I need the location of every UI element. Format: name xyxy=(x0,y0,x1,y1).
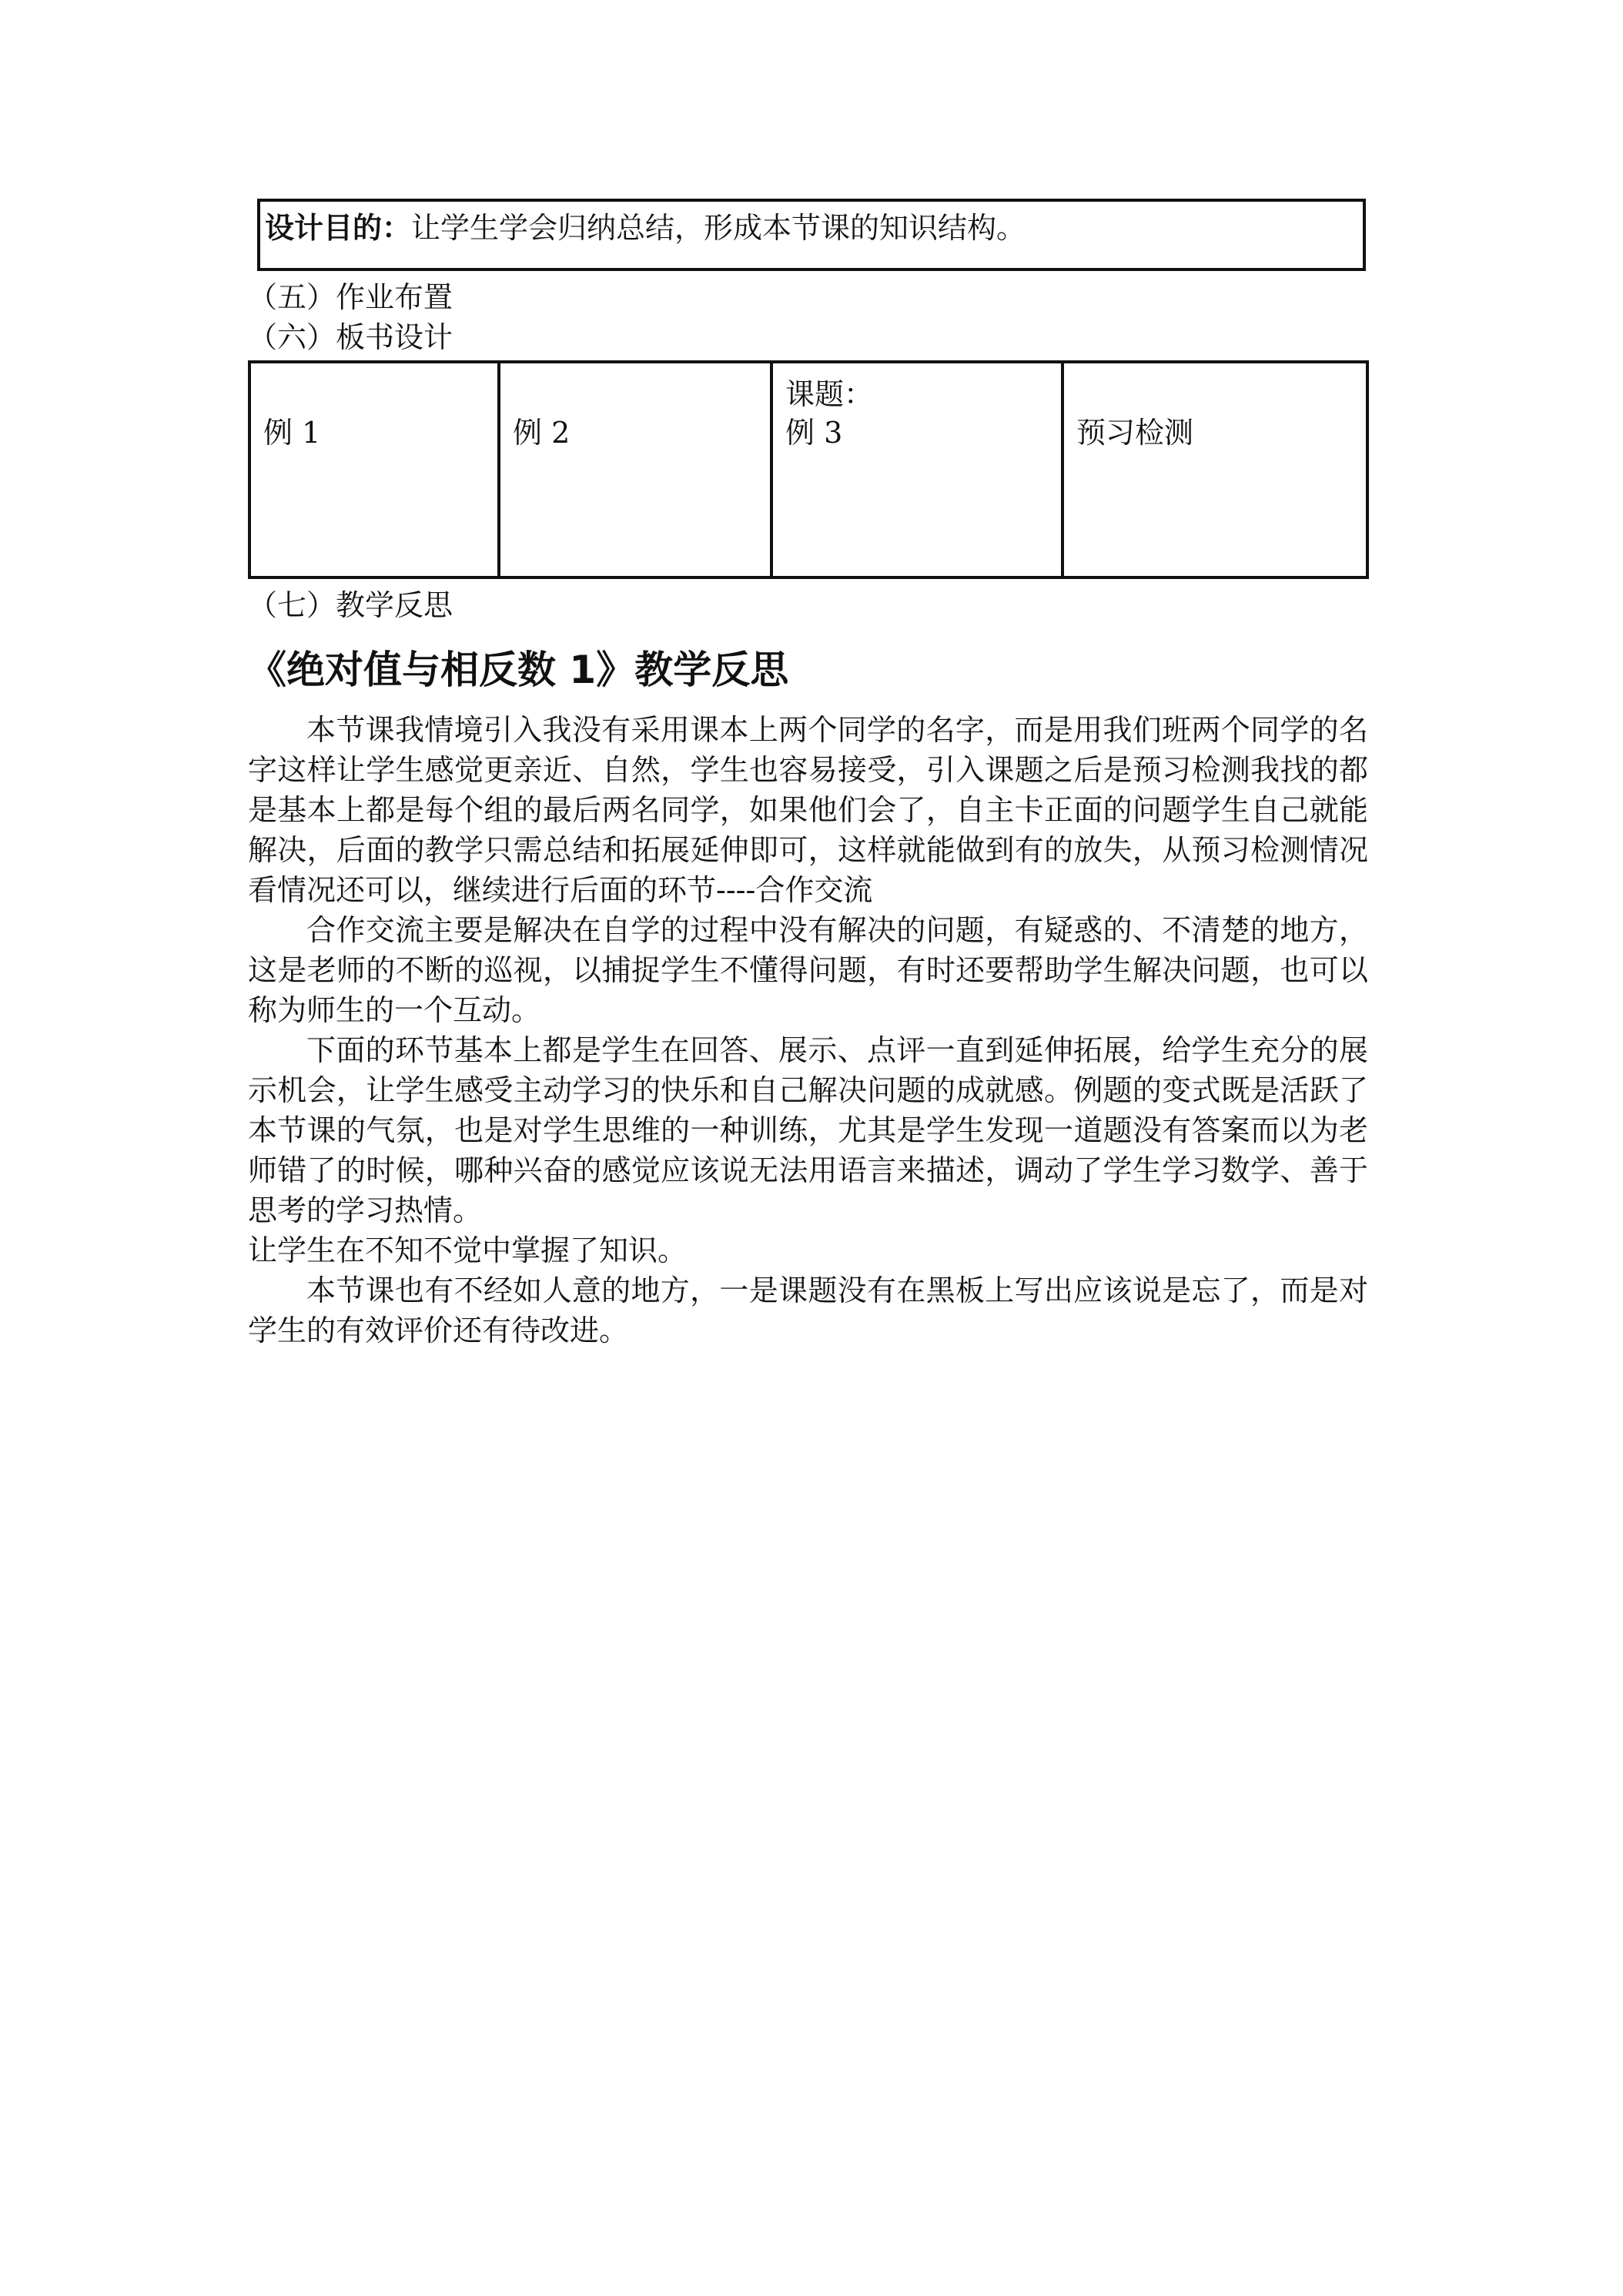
section-reflection-heading: （七）教学反思 xyxy=(248,588,453,622)
design-purpose-text: 让学生学会归纳总结，形成本节课的知识结构。 xyxy=(411,211,1026,245)
cell-topic-label: 课题： xyxy=(785,377,874,411)
reflection-title: 《绝对值与相反数 1》教学反思 xyxy=(248,648,789,692)
design-purpose-box xyxy=(257,199,1366,271)
reflection-paragraph: 下面的环节基本上都是学生在回答、展示、点评一直到延伸拓展，给学生充分的展示机会，让学生感受主动学习的快乐和自己解决问题的成就感。例题的变式既是活跃了本节课的气氛，也是对学生思维的一种训练，尤其是学生发现一道题没有答案而以为老师错了的时候，哪种兴奋的感觉应该说无法用语言来描述，调动了学生学习数学、善于思考的学习热情。 xyxy=(248,1033,1368,1227)
cell-label: 例 3 xyxy=(785,416,843,450)
board-cell-example-2 xyxy=(499,362,771,577)
table-row xyxy=(249,362,1367,577)
board-cell-example-3 xyxy=(771,362,1062,577)
reflection-paragraph: 合作交流主要是解决在自学的过程中没有解决的问题，有疑惑的、不清楚的地方，这是老师的不断的巡视，以捕捉学生不懂得问题，有时还要帮助学生解决问题，也可以称为师生的一个互动。 xyxy=(248,913,1368,1027)
design-purpose-label: 设计目的： xyxy=(265,211,412,245)
board-cell-example-1 xyxy=(249,362,499,577)
reflection-paragraph: 本节课也有不经如人意的地方，一是课题没有在黑板上写出应该说是忘了，而是对学生的有效评价还有待改进。 xyxy=(248,1274,1368,1347)
board-cell-preview-check xyxy=(1062,362,1367,577)
reflection-paragraph: 让学生在不知不觉中掌握了知识。 xyxy=(248,1233,688,1267)
reflection-body xyxy=(248,710,1368,1350)
reflection-paragraph: 本节课我情境引入我没有采用课本上两个同学的名字，而是用我们班两个同学的名字这样让学生感觉更亲近、自然，学生也容易接受，引入课题之后是预习检测我找的都是基本上都是每个组的最后两名同学，如果他们会了，自主卡正面的问题学生自己就能解决，后面的教学只需总结和拓展延伸即可，这样就能做到有的放失，从预习检测情况看情况还可以，继续进行后面的环节----合作交流 xyxy=(248,713,1368,907)
cell-label: 例 1 xyxy=(263,416,321,450)
board-design-table xyxy=(248,360,1369,579)
cell-label: 例 2 xyxy=(513,416,571,450)
section-board-design-heading: （六）板书设计 xyxy=(248,320,453,354)
section-homework-heading: （五）作业布置 xyxy=(248,280,453,314)
cell-label: 预习检测 xyxy=(1076,416,1194,450)
